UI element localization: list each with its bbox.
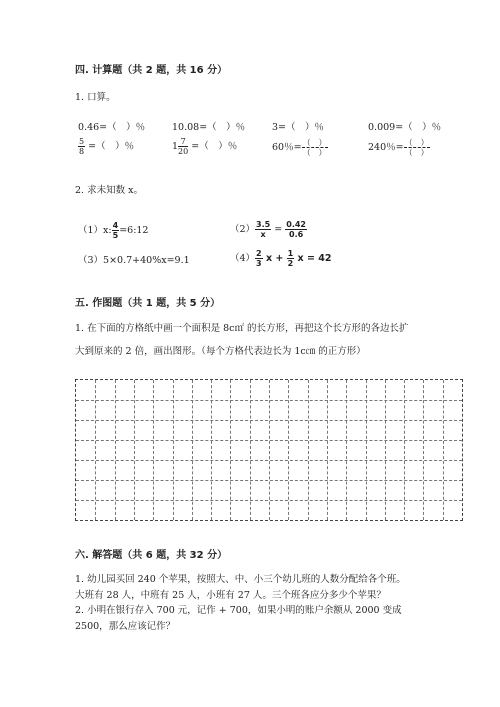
word-problem-text: 2500，那么应该记作？ xyxy=(75,621,176,632)
equation-3: （3）5×0.7+40%x=9.1 xyxy=(78,255,190,266)
grid-line-vertical xyxy=(269,380,270,520)
oral-calc-item: 60％= $\frac{( )}{( )}$ xyxy=(272,138,327,157)
oral-calc-item: 0.46=（ ）％ xyxy=(78,122,146,133)
grid-line-vertical xyxy=(404,380,405,520)
grid-line-vertical xyxy=(423,380,424,520)
grid-line-vertical xyxy=(346,380,347,520)
grid-line-vertical xyxy=(230,380,231,520)
grid-line-horizontal xyxy=(76,460,462,461)
grid-line-horizontal xyxy=(76,480,462,481)
word-problem-text: 2. 小明在银行存入 700 元，记作 + 700，如果小明的账户余额从 2000 变成 xyxy=(75,605,402,616)
grid-line-vertical xyxy=(115,380,116,520)
section-6-title: 六. 解答题（共 6 题，共 32 分） xyxy=(75,550,228,561)
grid-line-horizontal xyxy=(76,400,462,401)
equation-4: （4） $\frac{2}{3}$ x + $\frac{1}{2}$ x = 42 xyxy=(230,249,332,268)
grid-line-vertical xyxy=(211,380,212,520)
question-2-label: 2. 求未知数 x。 xyxy=(75,185,143,196)
grid-line-vertical xyxy=(443,380,444,520)
grid-line-vertical xyxy=(385,380,386,520)
drawing-question-text: 大到原来的 2 倍，画出图形。（每个方格代表边长为 1c㎝ 的正方形） xyxy=(75,346,366,357)
grid-line-vertical xyxy=(366,380,367,520)
grid-line-vertical xyxy=(288,380,289,520)
grid-line-vertical xyxy=(327,380,328,520)
grid-line-horizontal xyxy=(76,420,462,421)
grid-line-vertical xyxy=(95,380,96,520)
section-5-title: 五. 作图题（共 1 题，共 5 分） xyxy=(75,298,221,309)
grid-line-horizontal xyxy=(76,500,462,501)
grid-line-vertical xyxy=(134,380,135,520)
grid-line-vertical xyxy=(250,380,251,520)
grid-line-vertical xyxy=(173,380,174,520)
section-4-title: 四. 计算题（共 2 题，共 16 分） xyxy=(75,65,228,76)
drawing-question-text: 1. 在下面的方格纸中画一个面积是 8c㎡ 的长方形，再把这个长方形的各边长扩 xyxy=(75,323,409,334)
grid-line-vertical xyxy=(308,380,309,520)
oral-calc-item: $\frac{5}{8}$ =（ ）％ xyxy=(79,137,135,156)
oral-calc-item: 240％= $\frac{( )}{( )}$ xyxy=(368,138,429,157)
grid-line-vertical xyxy=(153,380,154,520)
oral-calc-item: 0.009=（ ）％ xyxy=(368,122,442,133)
oral-calc-item: 1 $\frac{7}{20}$ =（ ）％ xyxy=(172,137,238,156)
equation-2: （2） $\frac{3.5}{x}$ = $\frac{0.42}{0.6}$ xyxy=(230,220,306,239)
question-1-label: 1. 口算。 xyxy=(75,92,116,103)
oral-calc-item: 10.08=（ ）％ xyxy=(172,122,246,133)
square-grid-paper[interactable] xyxy=(75,379,463,521)
word-problem-text: 1. 幼儿园买回 240 个苹果，按照大、中、小三个幼儿班的人数分配给各个班。 xyxy=(75,574,406,585)
word-problem-text: 大班有 28 人，中班有 25 人，小班有 27 人。三个班各应分多少个苹果？ xyxy=(75,590,386,601)
oral-calc-item: 3=（ ）％ xyxy=(272,122,325,133)
grid-line-vertical xyxy=(192,380,193,520)
equation-1: （1）x: $\frac{4}{5}$ =6:12 xyxy=(78,221,149,240)
grid-line-horizontal xyxy=(76,440,462,441)
